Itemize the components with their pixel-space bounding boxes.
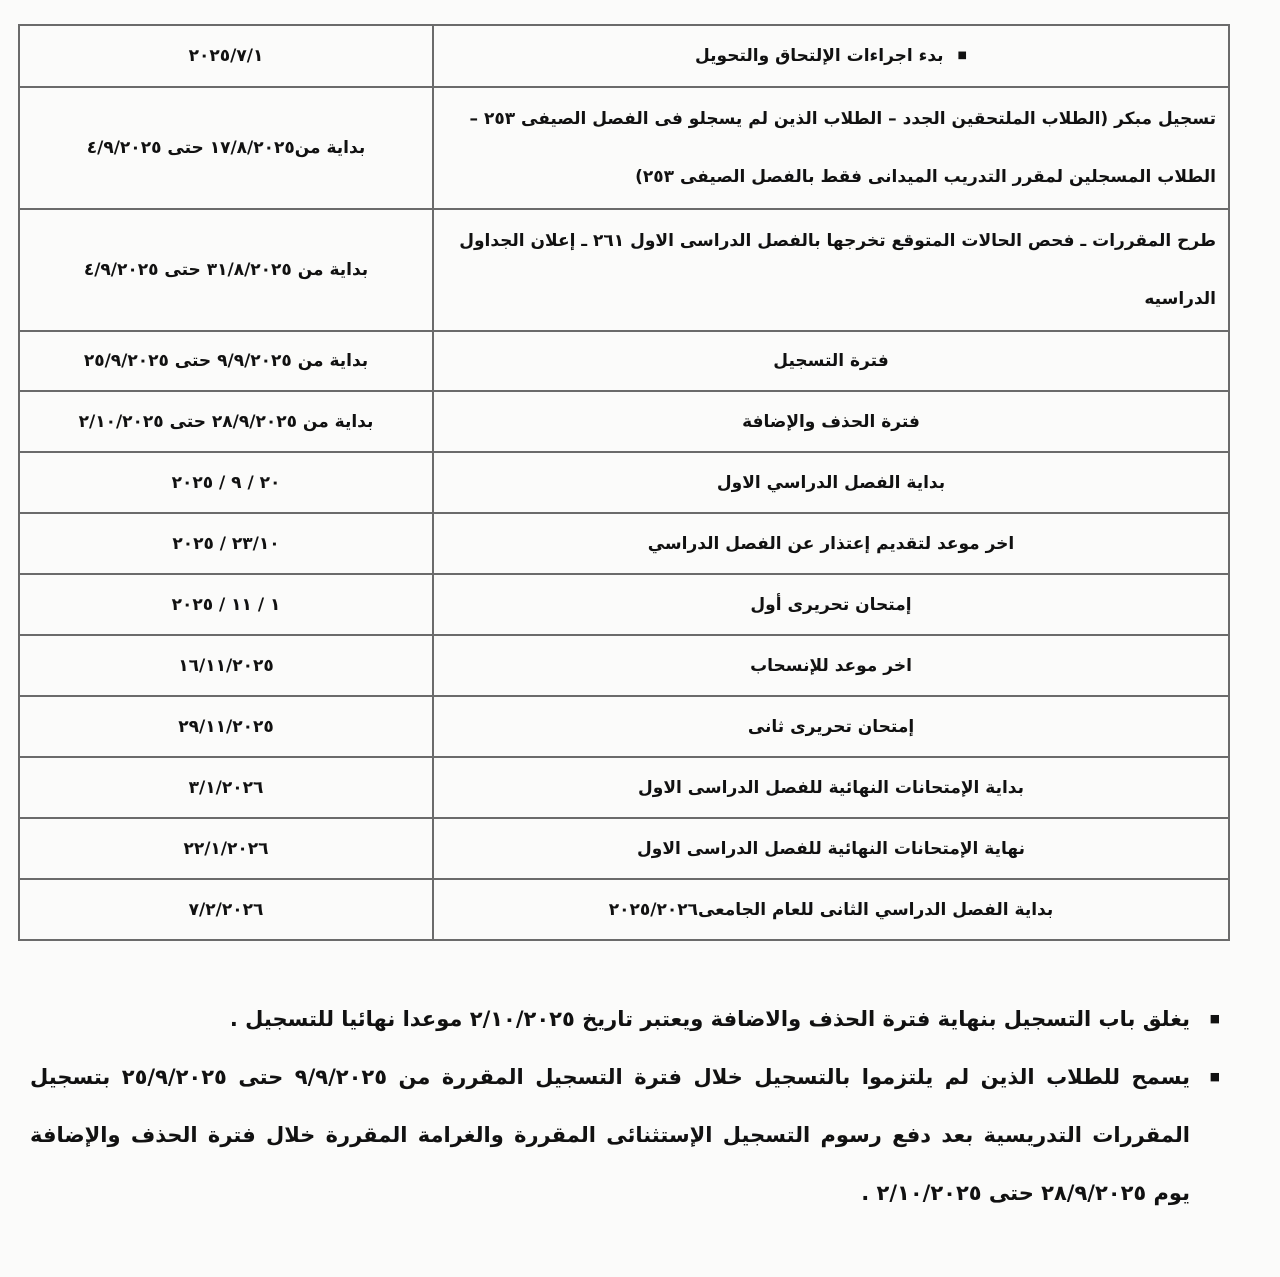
- event-cell: فترة الحذف والإضافة: [433, 391, 1229, 452]
- table-row: [19, 818, 1229, 879]
- date-cell: ١ / ١١ / ٢٠٢٥: [19, 574, 433, 635]
- square-bullet-icon: ■: [1209, 1012, 1220, 1025]
- event-cell: طرح المقررات ـ فحص الحالات المتوقع تخرجها بالفصل الدراسى الاول ٢٦١ ـ إعلان الجداول الدراسيه: [433, 209, 1229, 331]
- table-row: [19, 635, 1229, 696]
- table-row: [19, 513, 1229, 574]
- note-text: يسمح للطلاب الذين لم يلتزموا بالتسجيل خلال فترة التسجيل المقررة من ٩/٩/٢٠٢٥ حتى ٢٥/٩/٢٠٢٥ بتسجيل المقررات التدريسية بعد دفع رسوم التسجيل الإستثنائى المقررة والغرامة المقررة خلال فترة الحذف والإضافة يوم ٢٨/٩/٢٠٢٥ حتى ٢/١٠/٢٠٢٥ .: [30, 1065, 1191, 1205]
- table-row: [19, 87, 1229, 209]
- date-cell: ٢٠ / ٩ / ٢٠٢٥: [19, 452, 433, 513]
- event-cell: فترة التسجيل: [433, 331, 1229, 391]
- event-cell: ■ بدء اجراءات الإلتحاق والتحويل: [433, 25, 1229, 87]
- date-cell: ١٦/١١/٢٠٢٥: [19, 635, 433, 696]
- notes-section: [30, 990, 1220, 1222]
- table-row: [19, 696, 1229, 757]
- date-cell: بداية من ٣١/٨/٢٠٢٥ حتى ٤/٩/٢٠٢٥: [19, 209, 433, 331]
- event-cell: اخر موعد لتقديم إعتذار عن الفصل الدراسي: [433, 513, 1229, 574]
- table-row: [19, 331, 1229, 391]
- date-cell: ٢٢/١/٢٠٢٦: [19, 818, 433, 879]
- event-cell: إمتحان تحريرى أول: [433, 574, 1229, 635]
- date-cell: ٣/١/٢٠٢٦: [19, 757, 433, 818]
- event-cell: بداية الفصل الدراسي الثانى للعام الجامعى٢٠٢٥/٢٠٢٦: [433, 879, 1229, 940]
- event-cell: إمتحان تحريرى ثانى: [433, 696, 1229, 757]
- table-row: [19, 209, 1229, 331]
- date-cell: ٧/٢/٢٠٢٦: [19, 879, 433, 940]
- event-cell: بداية الفصل الدراسي الاول: [433, 452, 1229, 513]
- table-row: [19, 879, 1229, 940]
- academic-calendar-table: [18, 24, 1230, 941]
- square-bullet-icon: ■: [1209, 1070, 1220, 1083]
- event-cell: بداية الإمتحانات النهائية للفصل الدراسى الاول: [433, 757, 1229, 818]
- table-row: [19, 757, 1229, 818]
- bullet-icon: [944, 46, 967, 66]
- table-row: [19, 452, 1229, 513]
- event-cell: اخر موعد للإنسحاب: [433, 635, 1229, 696]
- event-cell: نهاية الإمتحانات النهائية للفصل الدراسى الاول: [433, 818, 1229, 879]
- table-row: [19, 391, 1229, 452]
- table-row: [19, 25, 1229, 87]
- date-cell: ٢٣/١٠ / ٢٠٢٥: [19, 513, 433, 574]
- date-cell: ٢٩/١١/٢٠٢٥: [19, 696, 433, 757]
- date-cell: بداية من١٧/٨/٢٠٢٥ حتى ٤/٩/٢٠٢٥: [19, 87, 433, 209]
- event-cell: تسجيل مبكر (الطلاب الملتحقين الجدد – الطلاب الذين لم يسجلو فى الفصل الصيفى ٢٥٣ – الطلاب المسجلين لمقرر التدريب الميدانى فقط بالفصل الصيفى ٢٥٣): [433, 87, 1229, 209]
- table-row: [19, 574, 1229, 635]
- date-cell: بداية من ٢٨/٩/٢٠٢٥ حتى ٢/١٠/٢٠٢٥: [19, 391, 433, 452]
- note-item: [30, 1048, 1220, 1222]
- date-cell: ٢٠٢٥/٧/١: [19, 25, 433, 87]
- date-cell: بداية من ٩/٩/٢٠٢٥ حتى ٢٥/٩/٢٠٢٥: [19, 331, 433, 391]
- note-text: يغلق باب التسجيل بنهاية فترة الحذف والاضافة ويعتبر تاريخ ٢/١٠/٢٠٢٥ موعدا نهائيا للتسجيل .: [229, 1007, 1190, 1031]
- note-item: [30, 990, 1220, 1048]
